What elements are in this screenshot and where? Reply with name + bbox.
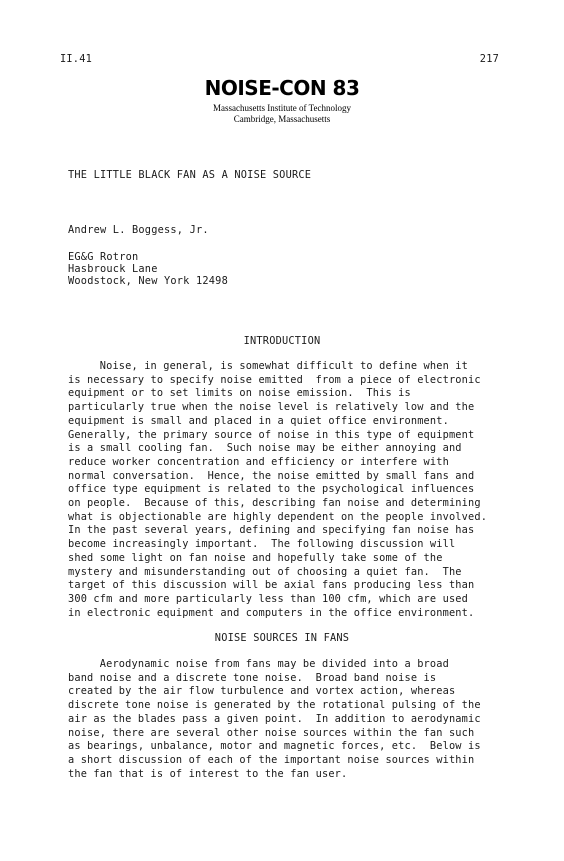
text-line: equipment is small and placed in a quiet office environment. [68, 414, 449, 427]
paper-id: II.41 [60, 53, 92, 65]
text-line: air as the blades pass a given point. In addition to aerodynamic [68, 712, 481, 725]
text-line: created by the air flow turbulence and vortex action, whereas [68, 685, 456, 698]
text-line: particularly true when the noise level is relatively low and the [68, 401, 475, 414]
text-line: mystery and misunderstanding out of choosing a quiet fan. The [68, 565, 462, 578]
text-line: Aerodynamic noise from fans may be divided into a broad [68, 658, 449, 670]
conference-location: Cambridge, Massachusetts [233, 114, 331, 124]
noise-sources-paragraph [68, 658, 500, 781]
text-line: on people. Because of this, describing fan noise and determining [68, 497, 481, 510]
text-line: shed some light on fan noise and hopefully take some of the [68, 551, 443, 564]
conference-institution: Massachusetts Institute of Technology [213, 103, 351, 113]
page-number: 217 [479, 53, 499, 65]
text-line: a short discussion of each of the important noise sources within [68, 753, 475, 766]
section-heading-introduction: INTRODUCTION [243, 335, 321, 347]
affiliation-line: EG&G Rotron [68, 251, 139, 263]
text-line: the fan that is of interest to the fan user. [68, 767, 348, 780]
conference-title: NOISE-CON 83 [204, 76, 360, 100]
text-line: normal conversation. Hence, the noise emitted by small fans and [68, 469, 475, 482]
text-line: is necessary to specify noise emitted from a piece of electronic [68, 373, 481, 386]
text-line: as bearings, unbalance, motor and magnetic forces, etc. Below is [68, 740, 481, 753]
text-line: 300 cfm and more particularly less than 100 cfm, which are used [68, 592, 469, 605]
text-line: band noise and a discrete tone noise. Broad band noise is [68, 671, 437, 684]
text-line: equipment or to set limits on noise emission. This is [68, 387, 411, 400]
section-heading-noise-sources: NOISE SOURCES IN FANS [214, 632, 350, 644]
text-line: noise, there are several other noise sources within the fan such [68, 726, 475, 739]
text-line: office type equipment is related to the psychological influences [68, 483, 475, 496]
affiliation-line: Woodstock, New York 12498 [68, 275, 228, 287]
text-line: In the past several years, defining and specifying fan noise has [68, 524, 475, 537]
text-line: Noise, in general, is somewhat difficult to define when it [68, 360, 469, 372]
text-line: reduce worker concentration and efficiency or interfere with [68, 455, 449, 468]
paper-title: THE LITTLE BLACK FAN AS A NOISE SOURCE [68, 169, 312, 181]
text-line: what is objectionable are highly dependent on the people involved. [68, 510, 488, 523]
text-line: Generally, the primary source of noise in this type of equipment [68, 428, 475, 441]
author-name: Andrew L. Boggess, Jr. [68, 224, 209, 236]
text-line: is a small cooling fan. Such noise may be either annoying and [68, 442, 462, 455]
text-line: discrete tone noise is generated by the rotational pulsing of the [68, 699, 481, 712]
text-line: in electronic equipment and computers in the office environment. [68, 606, 475, 619]
introduction-paragraph [68, 360, 500, 620]
text-line: become increasingly important. The following discussion will [68, 538, 456, 551]
text-line: target of this discussion will be axial fans producing less than [68, 579, 475, 592]
affiliation-line: Hasbrouck Lane [68, 263, 158, 275]
